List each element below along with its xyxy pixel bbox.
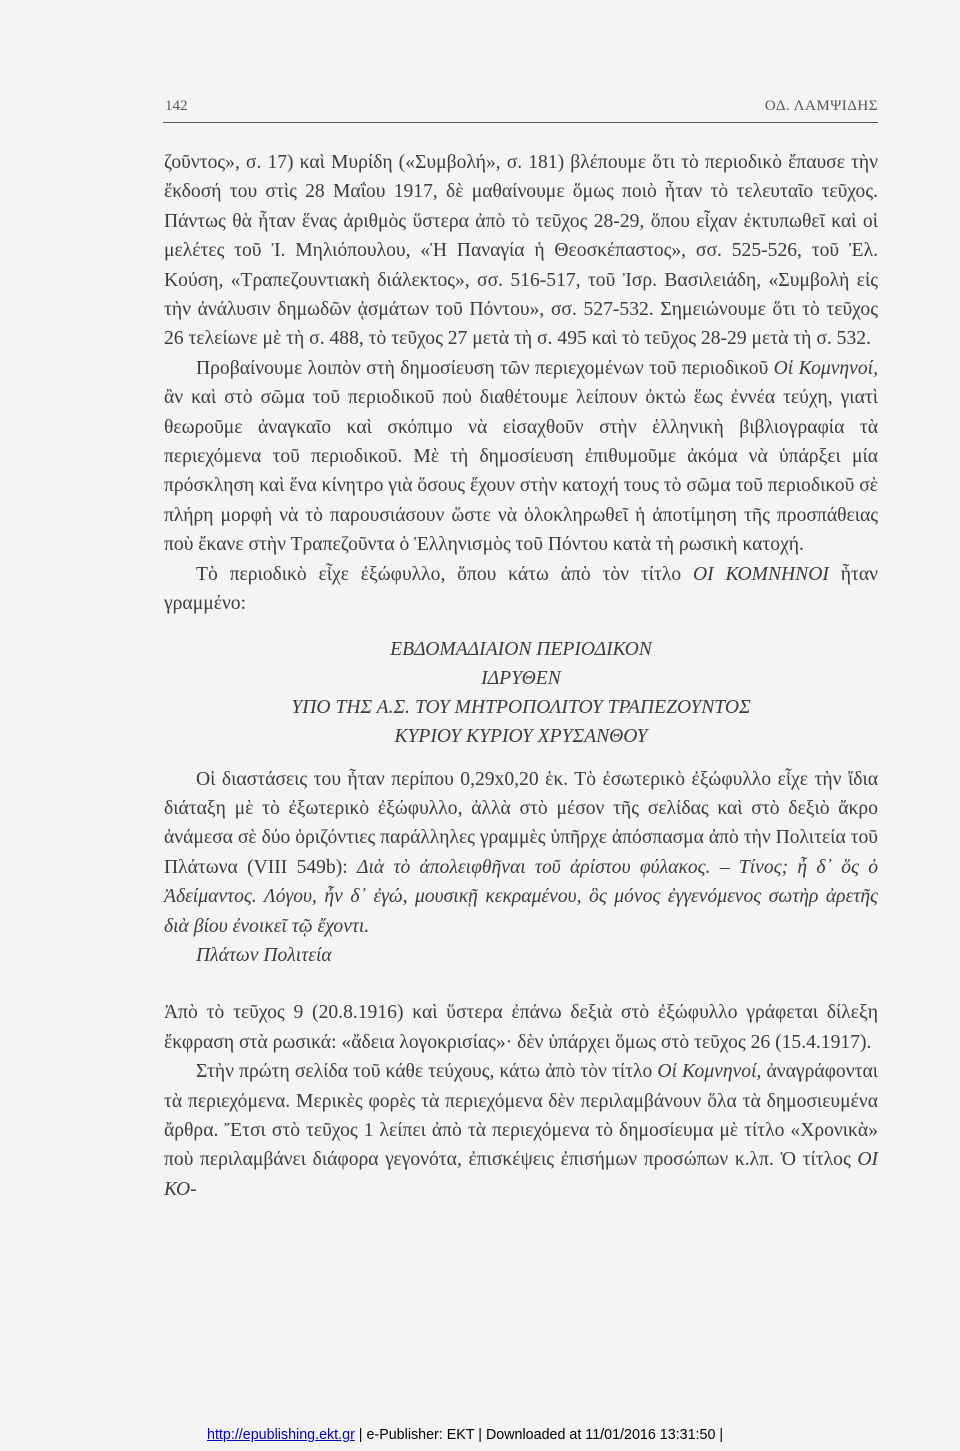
paragraph-2 <box>164 354 878 560</box>
article-body <box>164 148 878 1204</box>
paragraph-2-rest: ἂν καὶ στὸ σῶμα τοῦ περιοδικοῦ ποὺ διαθέτουμε λείπουν ὀκτὼ ἕως ἐννέα τεύχη, γιατὶ θεωροῦμε ἀναγκαῖο καὶ σκόπιμο νὰ εἰσαχθοῦν στὴν ἑλληνικὴ βιβλιογραφία τὰ περιεχόμενα τοῦ περιοδικοῦ. Μὲ τὴ δημοσίευση ἐπιθυμοῦμε ἀκόμα νὰ ὑπάρξει μία πρόσκληση καὶ ἕνα κίνητρο γιὰ ὅσους ἔχουν στὴν κατοχή τους τὸ σῶμα τοῦ περιοδικοῦ σὲ πλήρη μορφὴ νὰ τὸ παρουσιάσουν ὥστε νὰ ὁλοκληρωθεῖ ἡ ἀποτίμηση τῆς προσπάθειας ποὺ ἔκανε στὴν Τραπεζοῦντα ὁ Ἑλληνισμὸς τοῦ Πόντου κατὰ τὴ ρωσικὴ κατοχή. <box>164 387 878 556</box>
running-head-author: ΟΔ. ΛΑΜΨΙΔΗΣ <box>764 98 878 114</box>
periodical-title-caps: ΟΙ ΚΟΜΝΗΝΟΙ <box>693 563 829 585</box>
paragraph-1: ζοῦντος», σ. 17) καὶ Μυρίδη («Συμβολή», σ. 181) βλέπουμε ὅτι τὸ περιοδικὸ ἔπαυσε τὴν ἔκδοσή του στὶς 28 Μαΐου 1917, δὲ μαθαίνουμε ὅμως ποιὸ ἦταν τὸ τελευταῖο τεῦχος. Πάντως θὰ ἦταν ἕνας ἀριθμὸς ὕστερα ἀπὸ τὸ τεῦχος 28-29, ὅπου εἶχαν ἐκτυπωθεῖ καὶ οἱ μελέτες τοῦ Ἰ. Μηλιόπουλου, «Ἡ Παναγία ἡ Θεοσκέπαστος», σσ. 525-526, τοῦ Ἐλ. Κούση, «Τραπεζουντιακὴ διάλεκτος», σσ. 516-517, τοῦ Ἰσρ. Βασιλειάδη, «Συμβολὴ εἰς τὴν ἀνάλυσιν δημωδῶν ᾀσμάτων τοῦ Πόντου», σσ. 527-532. Σημειώνουμε ὅτι τὸ τεῦχος 26 τελείωνε μὲ τὴ σ. 488, τὸ τεῦχος 27 μετὰ τὴ σ. 495 καὶ τὸ τεῦχος 28-29 μετὰ τὴ σ. 532. <box>164 152 878 350</box>
running-header <box>163 96 878 118</box>
paragraph-6-start: Στὴν πρώτη σελίδα τοῦ κάθε τεύχους, κάτω ἀπὸ τὸν τίτλο <box>196 1061 658 1083</box>
cover-line-2: ΙΔΡΥΘΕΝ <box>481 667 561 689</box>
header-rule <box>163 122 878 123</box>
periodical-title: Οἱ Κομνηνοί, <box>773 357 878 379</box>
paragraph-3-rest: ἦταν γραμμένο: <box>164 563 878 615</box>
quote-source: Πλάτων Πολιτεία <box>196 944 332 966</box>
paragraph-4-start: Οἱ διαστάσεις του ἦταν περίπου 0,29x0,20 ἑκ. Τὸ ἐσωτερικὸ ἐξώφυλλο εἶχε τὴν ἴδια διάταξη μὲ τὸ ἐξωτερικὸ ἐξώφυλλο, ἀλλὰ στὸ μέσον τῆς σελίδας καὶ στὸ δεξιὸ ἄκρο ἀνάμεσα σὲ δύο ὁριζόντιες παράλληλες γραμμὲς ὑπῆρχε ἀπόσπασμα ἀπὸ τὴν Πολιτεία τοῦ Πλάτωνα (VIII 549b): <box>164 768 878 878</box>
footer-info: | e-Publisher: EKT | Downloaded at 11/01/2016 13:31:50 | <box>354 1427 724 1443</box>
paragraph-6 <box>164 1057 878 1204</box>
paragraph-6-rest: ἀναγράφονται τὰ περιεχόμενα. Μερικὲς φορὲς τὰ περιεχόμενα δὲν περιλαμβάνουν ὅλα τὰ δημοσιευμένα ἄρθρα. Ἔτσι στὸ τεῦχος 1 λείπει ἀπὸ τὰ περιεχόμενα τὸ δημοσίευμα μὲ τίτλο «Χρονικὰ» ποὺ περιλαμβάνει διάφορα γεγονότα, ἐπισκέψεις ἐπισήμων προσώπων κ.λπ. Ὁ τίτλος <box>164 1061 878 1171</box>
paragraph-5: Ἀπὸ τὸ τεῦχος 9 (20.8.1916) καὶ ὕστερα ἐπάνω δεξιὰ στὸ ἐξώφυλλο γράφεται δίλεξη ἔκφραση στὰ ρωσικά: «ἄδεια λογοκρισίας»· δὲν ὑπάρχει ὅμως στὸ τεῦχος 26 (15.4.1917). <box>164 1002 878 1053</box>
cover-line-4: ΚΥΡΙΟΥ ΚΥΡΙΟΥ ΧΡΥΣΑΝΘΟΥ <box>394 725 648 747</box>
cover-line-3: ΥΠΟ ΤΗΣ Α.Σ. ΤΟΥ ΜΗΤΡΟΠΟΛΙΤΟΥ ΤΡΑΠΕΖΟΥΝΤΟΣ <box>291 696 751 718</box>
periodical-title-2: Οἱ Κομνηνοί, <box>657 1061 762 1083</box>
periodical-title-3: ΟΙ ΚΟ- <box>164 1149 878 1200</box>
paragraph-3-start: Τὸ περιοδικὸ εἶχε ἐξώφυλλο, ὅπου κάτω ἀπὸ τὸν τίτλο <box>196 563 693 585</box>
paragraph-2-start: Προβαίνουμε λοιπὸν στὴ δημοσίευση τῶν περιεχομένων τοῦ περιοδικοῦ <box>196 357 774 379</box>
paragraph-4 <box>164 765 878 941</box>
download-footer <box>207 1427 723 1443</box>
cover-line-1: ΕΒΔΟΜΑΔΙΑΙΟΝ ΠΕΡΙΟΔΙΚΟΝ <box>390 638 652 660</box>
publisher-link[interactable]: http://epublishing.ekt.gr <box>207 1427 355 1443</box>
page-number: 142 <box>165 98 188 114</box>
paragraph-3 <box>164 560 878 619</box>
plato-quote: Διὰ τὸ ἀπολειφθῆναι τοῦ ἀρίστου φύλακος. – Τίνος; ἦ δ᾽ ὅς ὁ Ἀδείμαντος. Λόγου, ἦν δ᾽ ἐγώ, μουσικῇ κεκραμένου, ὃς μόνος ἐγγενόμενος σωτὴρ ἀρετῆς διὰ βίου ἐνοικεῖ τῷ ἔχοντι. <box>164 856 879 937</box>
